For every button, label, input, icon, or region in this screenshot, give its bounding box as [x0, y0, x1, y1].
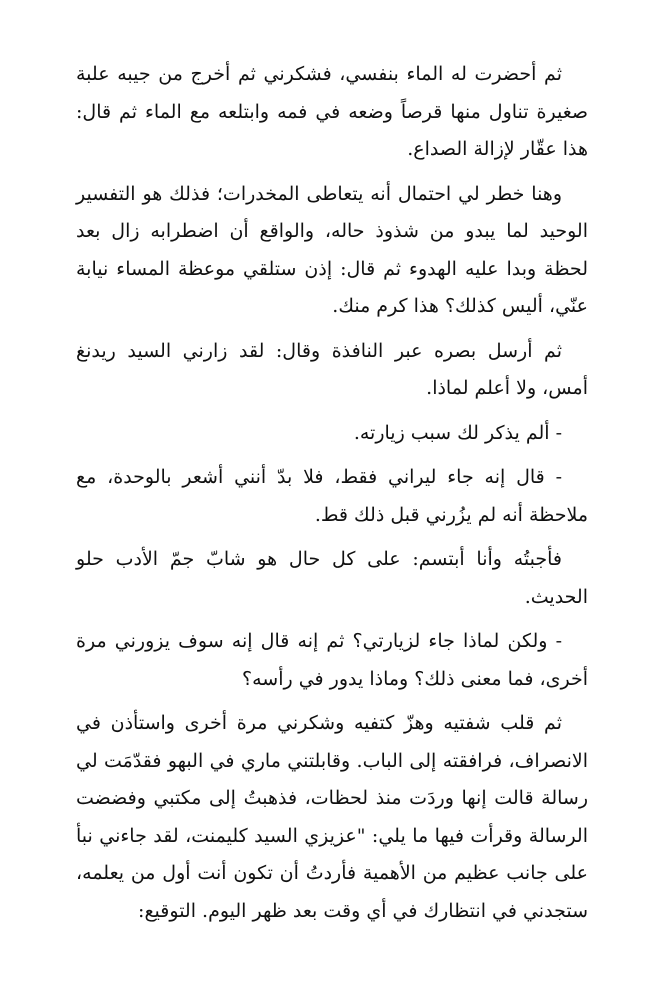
paragraph-4: - ألم يذكر لك سبب زيارته.	[353, 421, 562, 444]
book-page	[76, 56, 588, 937]
paragraph-2: وهنا خطر لي احتمال أنه يتعاطى المخدرات؛ فذلك هو التفسير الوحيد لما يبدو من شذوذ حاله، والواقع أن اضطرابه زال بعد لحظة وبدا عليه الهدوء ثم قال: إذن ستلقي موعظة المساء نيابة عنّي، أليس كذلك؟ هذا كرم منك.	[76, 182, 588, 317]
paragraph-8: ثم قلب شفتيه وهزّ كتفيه وشكرني مرة أخرى واستأذن في الانصراف، فرافقته إلى الباب. وقابلتني ماري في البهو فقدّمَت لي رسالة قالت إنها وردَت منذ لحظات، فذهبتُ إلى مكتبي وفضضت الرسالة وقرأت فيها ما يلي: "عزيزي السيد كليمنت، لقد جاءني نبأ على جانب عظيم من الأهمية فأردتُ أن تكون أنت أول من يعلمه، ستجدني في انتظارك في أي وقت بعد ظهر اليوم. التوقيع:	[76, 712, 588, 922]
paragraph-1: ثم أحضرت له الماء بنفسي، فشكرني ثم أخرج من جيبه علبة صغيرة تناول منها قرصاً وضعه في فمه وابتلعه مع الماء ثم قال: هذا عقّار لإزالة الصداع.	[76, 63, 588, 160]
paragraph-5: - قال إنه جاء ليراني فقط، فلا بدّ أنني أشعر بالوحدة، مع ملاحظة أنه لم يزُرني قبل ذلك قط.	[76, 466, 588, 526]
paragraph-7: - ولكن لماذا جاء لزيارتي؟ ثم إنه قال إنه سوف يزورني مرة أخرى، فما معنى ذلك؟ وماذا يدور في رأسه؟	[76, 630, 588, 690]
paragraph-6: فأجبتُه وأنا أبتسم: على كل حال هو شابّ جمّ الأدب حلو الحديث.	[76, 548, 588, 608]
paragraph-3: ثم أرسل بصره عبر النافذة وقال: لقد زارني السيد ريدنغ أمس، ولا أعلم لماذا.	[76, 339, 588, 399]
